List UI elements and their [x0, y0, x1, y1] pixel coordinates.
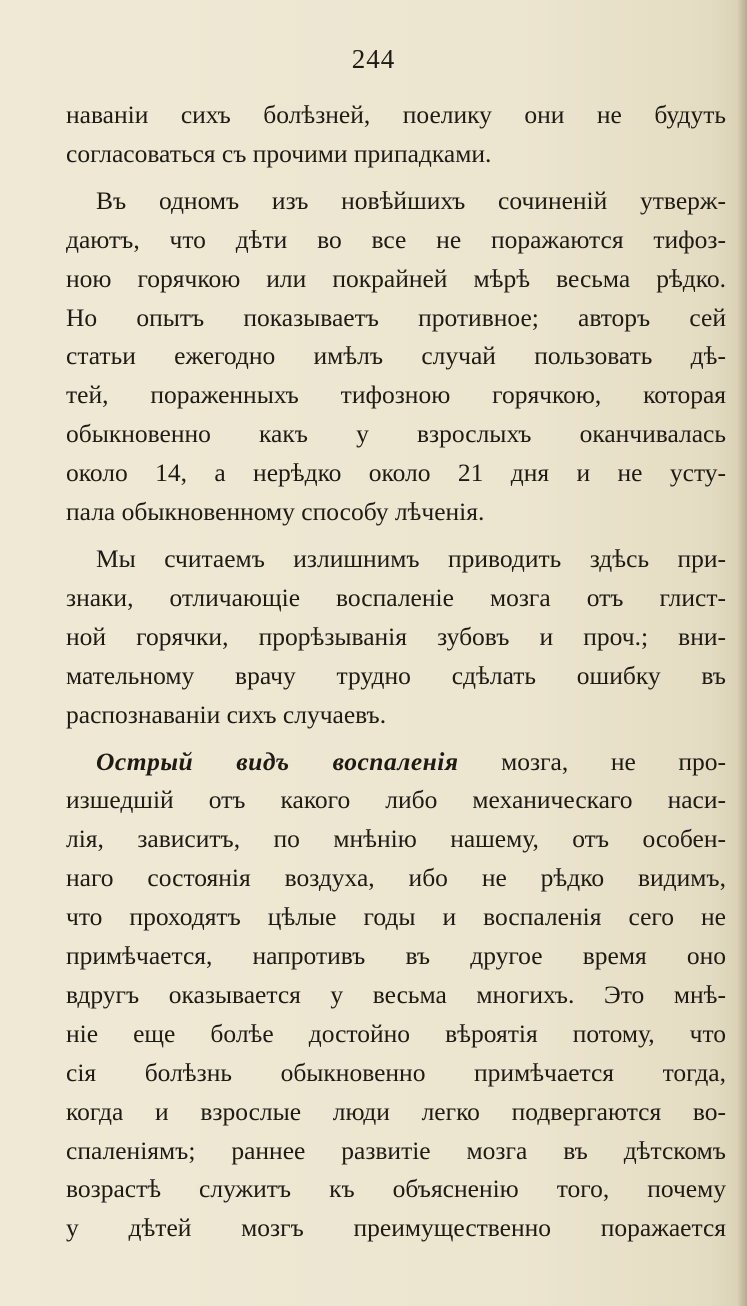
text-line: статьи ежегодно имѣлъ случай пользовать дѣ- — [66, 341, 726, 371]
text-line: пала обыкновенному способу лѣченія. — [66, 497, 485, 527]
text-fragment: мозга, не про- — [501, 746, 727, 776]
text-line: у дѣтей мозгъ преимущественно поражается — [66, 1213, 726, 1243]
text-line: наваніи сихъ болѣзней, поелику они не будуть — [66, 100, 726, 129]
text-line: когда и взрослые люди легко подвергаются во- — [66, 1096, 726, 1126]
text-line: что проходятъ цѣлые годы и воспаленія сего не — [66, 902, 726, 932]
body-text — [66, 96, 726, 1248]
text-line: ной горячки, прорѣзыванія зубовъ и проч.; вни- — [66, 621, 726, 651]
text-line: лія, зависитъ, по мнѣнію нашему, отъ особен- — [66, 824, 726, 854]
text-line — [66, 743, 726, 782]
text-line: Но опытъ показываетъ противное; авторъ сей — [66, 302, 726, 332]
text-line: знаки, отличающіе воспаленіе мозга отъ глист- — [66, 582, 726, 612]
page-number: 244 — [351, 44, 396, 74]
text-line: обыкновенно какъ у взрослыхъ оканчивалась — [66, 419, 726, 449]
text-line: даютъ, что дѣти во все не поражаются тифоз- — [66, 224, 726, 254]
page-edge-shadow — [737, 0, 747, 1306]
text-line: ною горячкою или покрайней мѣрѣ весьма рѣдко. — [66, 263, 726, 293]
text-line: возрастѣ служитъ къ объясненію того, почему — [66, 1174, 726, 1204]
text-line: ніе еще болѣе достойно вѣроятія потому, что — [66, 1018, 726, 1048]
text-line: Въ одномъ изъ новѣйшихъ сочиненій утверж- — [96, 185, 726, 215]
text-line: примѣчается, напротивъ въ другое время оно — [66, 941, 726, 971]
text-line: Мы считаемъ излишнимъ приводить здѣсь при- — [96, 543, 726, 573]
text-line: около 14, а нерѣдко около 21 дня и не усту- — [66, 458, 726, 488]
text-line: тей, пораженныхъ тифозною горячкою, которая — [66, 380, 726, 410]
text-line: вдругъ оказывается у весьма многихъ. Это мнѣ- — [66, 979, 726, 1009]
emphasized-phrase: Острый видъ воспаленія — [96, 746, 459, 776]
text-line: спаленіямъ; раннее развитіе мозга въ дѣтскомъ — [66, 1135, 726, 1165]
text-line: наго состоянія воздуха, ибо не рѣдко видимъ, — [66, 863, 726, 893]
text-line: изшедшій отъ какого либо механическаго наси- — [66, 785, 726, 815]
text-line: сія болѣзнь обыкновенно примѣчается тогда, — [66, 1057, 726, 1087]
text-line: мательному врачу трудно сдѣлать ошибку въ — [66, 660, 726, 690]
text-line: согласоваться съ прочими припадками. — [66, 138, 492, 168]
text-line: распознаваніи сихъ случаевъ. — [66, 699, 387, 729]
